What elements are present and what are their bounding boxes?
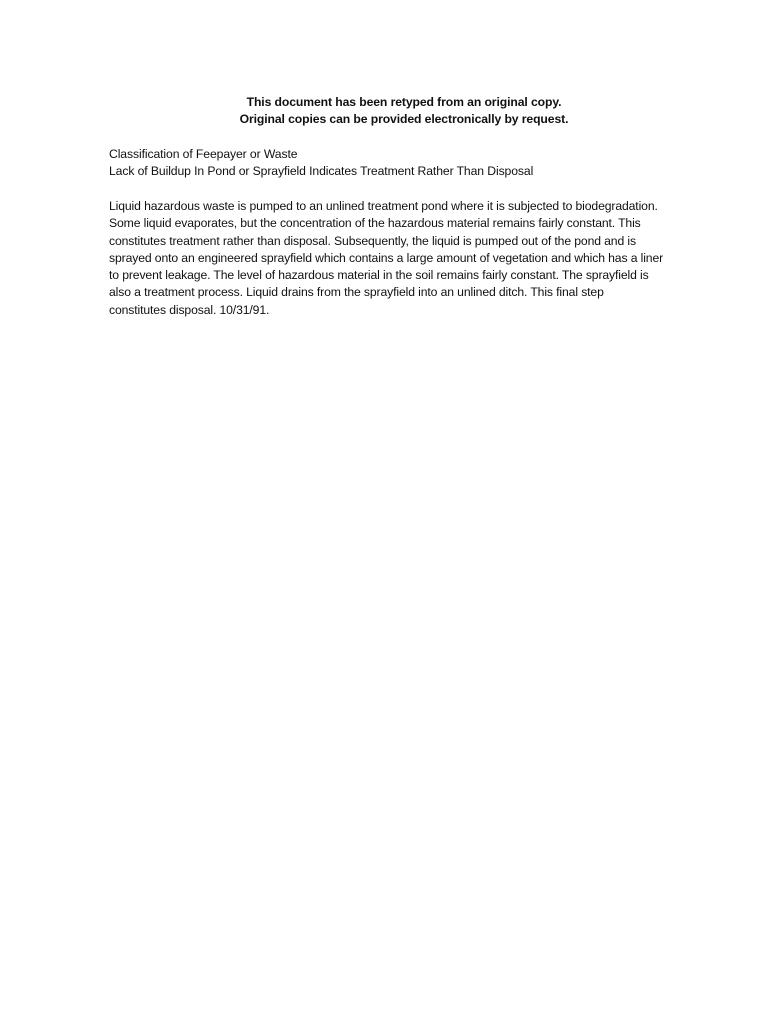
retyped-notice [0, 94, 770, 128]
body-line: Liquid hazardous waste is pumped to an unlined treatment pond where it is subjected to biodegradation. [109, 199, 658, 213]
subject-heading: Lack of Buildup In Pond or Sprayfield Indicates Treatment Rather Than Disposal [109, 164, 534, 178]
notice-line-2: Original copies can be provided electronically by request. [239, 112, 569, 126]
body-line: to prevent leakage. The level of hazardous material in the soil remains fairly constant. The sprayfield is [109, 268, 649, 283]
document-headings [109, 146, 533, 180]
body-paragraph [109, 198, 709, 319]
classification-heading: Classification of Feepayer or Waste [109, 147, 298, 161]
body-line: Some liquid evaporates, but the concentration of the hazardous material remains fairly constant. This [109, 216, 641, 231]
body-line: constitutes treatment rather than disposal. Subsequently, the liquid is pumped out of the pond and is [109, 233, 636, 248]
body-line: sprayed onto an engineered sprayfield which contains a large amount of vegetation and which has a liner [109, 250, 664, 265]
notice-line-1: This document has been retyped from an original copy. [246, 95, 562, 109]
body-line: constitutes disposal. 10/31/91. [109, 302, 270, 317]
body-line: also a treatment process. Liquid drains from the sprayfield into an unlined ditch. This final step [109, 285, 604, 300]
